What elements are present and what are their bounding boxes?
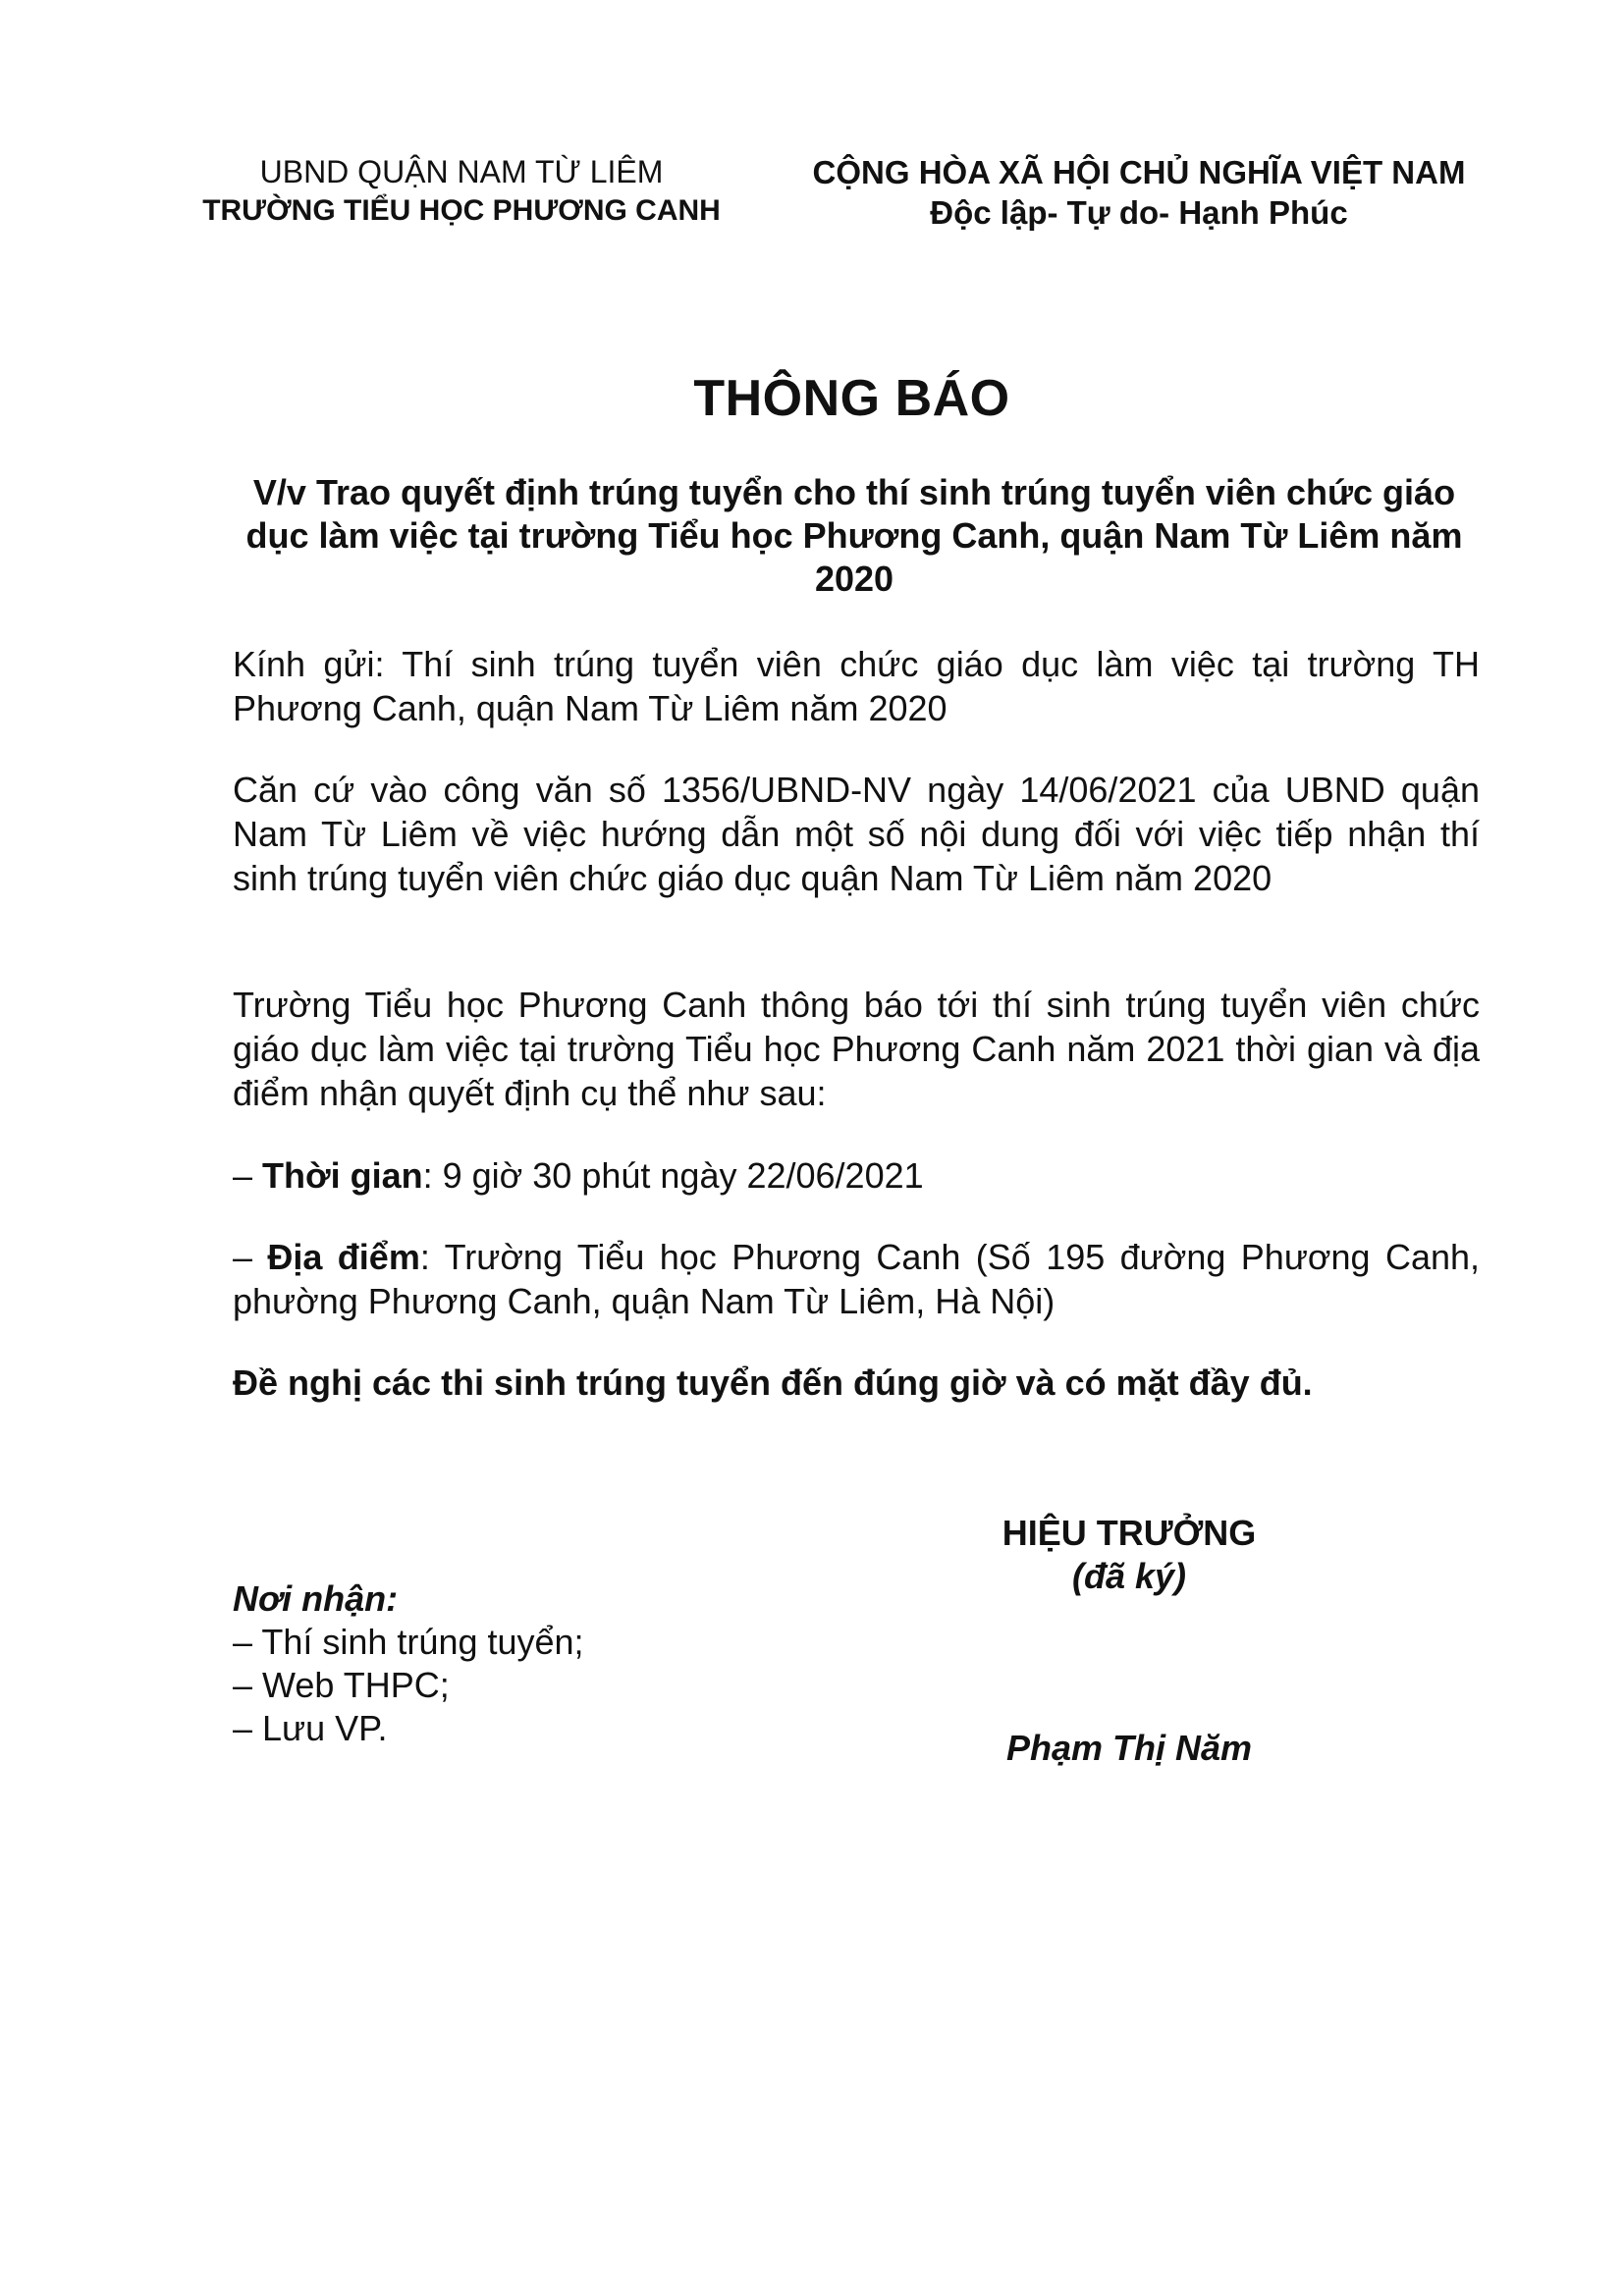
greeting-paragraph: Kính gửi: Thí sinh trúng tuyển viên chức giáo dục làm việc tại trường TH Phương Canh, quận Nam Từ Liêm năm 2020 xyxy=(233,644,1480,728)
place-item xyxy=(233,1235,1480,1323)
issuer-block xyxy=(196,152,727,231)
time-label: Thời gian xyxy=(262,1155,423,1196)
recipient-item: – Web THPC; xyxy=(233,1665,450,1705)
signer-role: HIỆU TRƯỞNG xyxy=(1001,1513,1257,1553)
place-prefix: – xyxy=(233,1237,268,1277)
signer-name: Phạm Thị Năm xyxy=(1005,1728,1253,1768)
issuer-district: UBND QUẬN NAM TỪ LIÊM xyxy=(259,154,664,189)
national-motto-block xyxy=(776,152,1502,233)
document-subject: V/v Trao quyết định trúng tuyển cho thí sinh trúng tuyển viên chức giáo dục làm việc tại trường Tiểu học Phương Canh, quận Nam Từ Liêm năm 2020 xyxy=(245,472,1463,599)
recipient-item: – Lưu VP. xyxy=(233,1708,388,1748)
time-value: : 9 giờ 30 phút ngày 22/06/2021 xyxy=(422,1155,924,1196)
document-title: THÔNG BÁO xyxy=(693,370,1010,427)
national-motto: Độc lập- Tự do- Hạnh Phúc xyxy=(930,194,1348,231)
place-label: Địa điểm xyxy=(267,1237,420,1277)
signed-status: (đã ký) xyxy=(1071,1556,1187,1596)
signature-block xyxy=(933,1512,1326,1598)
recipients-block xyxy=(233,1577,822,1750)
recipients-heading: Nơi nhận: xyxy=(233,1578,399,1619)
national-name: CỘNG HÒA XÃ HỘI CHỦ NGHĨA VIỆT NAM xyxy=(812,154,1466,190)
recipient-item: – Thí sinh trúng tuyển; xyxy=(233,1622,584,1662)
basis-paragraph: Căn cứ vào công văn số 1356/UBND-NV ngày 14/06/2021 của UBND quận Nam Từ Liêm về việc hướng dẫn một số nội dung đối với việc tiếp nhận thí sinh trúng tuyển viên chức giáo dục quận Nam Từ Liêm năm 2020 xyxy=(233,770,1480,898)
request-paragraph: Đề nghị các thi sinh trúng tuyển đến đúng giờ và có mặt đầy đủ. xyxy=(233,1362,1313,1403)
time-prefix: – xyxy=(233,1155,263,1196)
time-item xyxy=(233,1153,1480,1198)
issuer-school: TRƯỜNG TIỂU HỌC PHƯƠNG CANH xyxy=(202,194,721,227)
announcement-paragraph: Trường Tiểu học Phương Canh thông báo tới thí sinh trúng tuyển viên chức giáo dục làm việc tại trường Tiểu học Phương Canh năm 2021 thời gian và địa điểm nhận quyết định cụ thể như sau: xyxy=(233,985,1480,1113)
place-value: : Trường Tiểu học Phương Canh (Số 195 đường Phương Canh, phường Phương Canh, quận Nam Từ Liêm, Hà Nội) xyxy=(233,1237,1481,1321)
